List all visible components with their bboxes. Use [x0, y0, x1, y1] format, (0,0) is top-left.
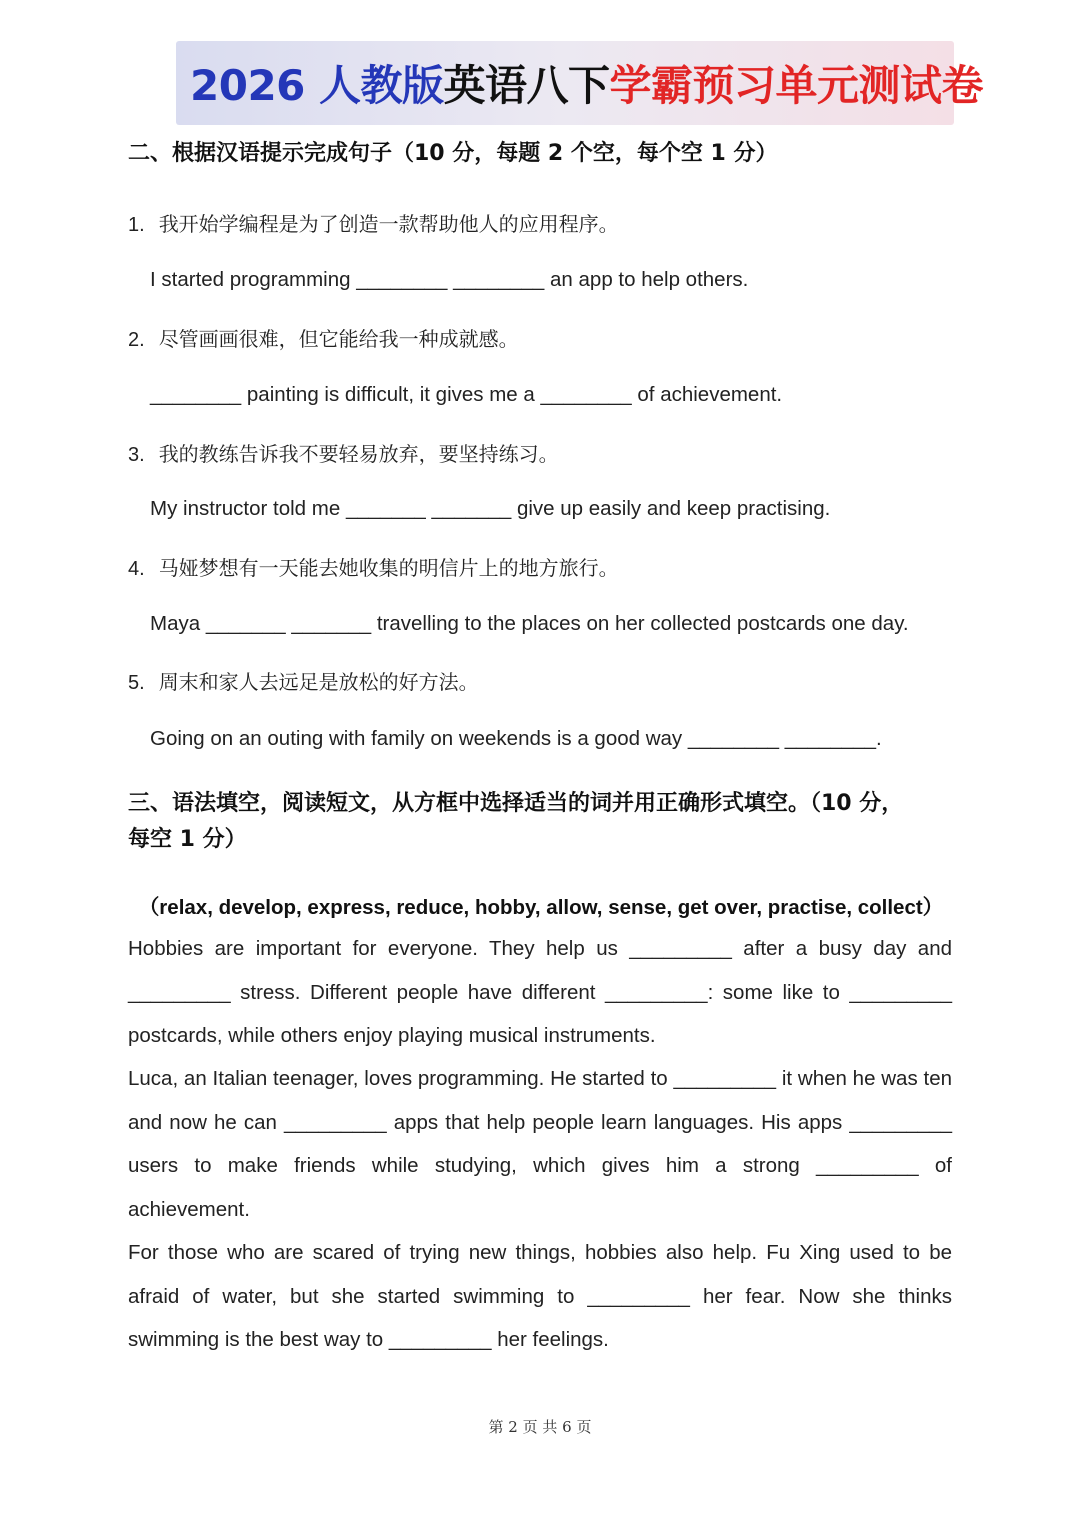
question-number: 5. — [128, 672, 145, 694]
section3-heading-line1: 三、语法填空，阅读短文，从方框中选择适当的词并用正确形式填空。（10 分， — [128, 791, 904, 816]
question-4-english: Maya _______ _______ travelling to the places on her collected postcards one day. — [150, 612, 909, 635]
question-2-english: ________ painting is difficult, it gives me a ________ of achievement. — [150, 383, 783, 406]
word-bank: （relax, develop, express, reduce, hobby, allow, sense, get over, practise, collect） — [138, 896, 944, 919]
passage-paragraph-1: Hobbies are important for everyone. They help us _________ after a busy day and _________ stress. Different people have different _________: some like to _________ postcards, while others enjoy playing musical instruments. — [128, 937, 952, 1047]
question-number: 2. — [128, 329, 145, 351]
page-number: 第 2 页 共 6 页 — [488, 1418, 592, 1436]
passage-paragraph-2: Luca, an Italian teenager, loves programming. He started to _________ it when he was ten and now he can _________ apps that help people learn languages. His apps _________ users to make friends while studying, which gives him a strong _________ of achievement. — [128, 1067, 952, 1221]
question-5-chinese — [128, 666, 479, 695]
question-prompt: 周末和家人去远足是放松的好方法。 — [158, 670, 479, 694]
question-3-chinese — [128, 438, 559, 467]
document-title — [190, 58, 983, 114]
section2-heading: 二、根据汉语提示完成句子（10 分，每题 2 个空，每个空 1 分） — [128, 141, 778, 166]
question-number: 3. — [128, 444, 145, 466]
title-part-test: 学霸预习单元测试卷 — [609, 61, 984, 110]
question-3-english: My instructor told me _______ _______ give up easily and keep practising. — [150, 497, 831, 520]
question-number: 4. — [128, 558, 145, 580]
section3-heading-line2: 每空 1 分） — [128, 827, 247, 852]
passage-paragraph-3: For those who are scared of trying new things, hobbies also help. Fu Xing used to be afraid of water, but she started swimming to _________ her fear. Now she thinks swimming is the best way to _________ her feelings. — [128, 1241, 952, 1351]
title-part-subject: 英语八下 — [443, 61, 610, 110]
question-prompt: 我的教练告诉我不要轻易放弃，要坚持练习。 — [158, 442, 559, 466]
title-part-grade: 2026 人教版 — [190, 61, 444, 110]
question-1-chinese — [128, 208, 619, 237]
question-number: 1. — [128, 214, 145, 236]
question-2-chinese — [128, 323, 519, 352]
question-1-english: I started programming ________ ________ an app to help others. — [150, 268, 749, 291]
question-5-english: Going on an outing with family on weekends is a good way ________ ________. — [150, 727, 882, 750]
question-prompt: 尽管画画很难，但它能给我一种成就感。 — [158, 327, 519, 351]
question-prompt: 我开始学编程是为了创造一款帮助他人的应用程序。 — [158, 212, 619, 236]
question-prompt: 马娅梦想有一天能去她收集的明信片上的地方旅行。 — [158, 556, 619, 580]
question-4-chinese — [128, 552, 619, 581]
